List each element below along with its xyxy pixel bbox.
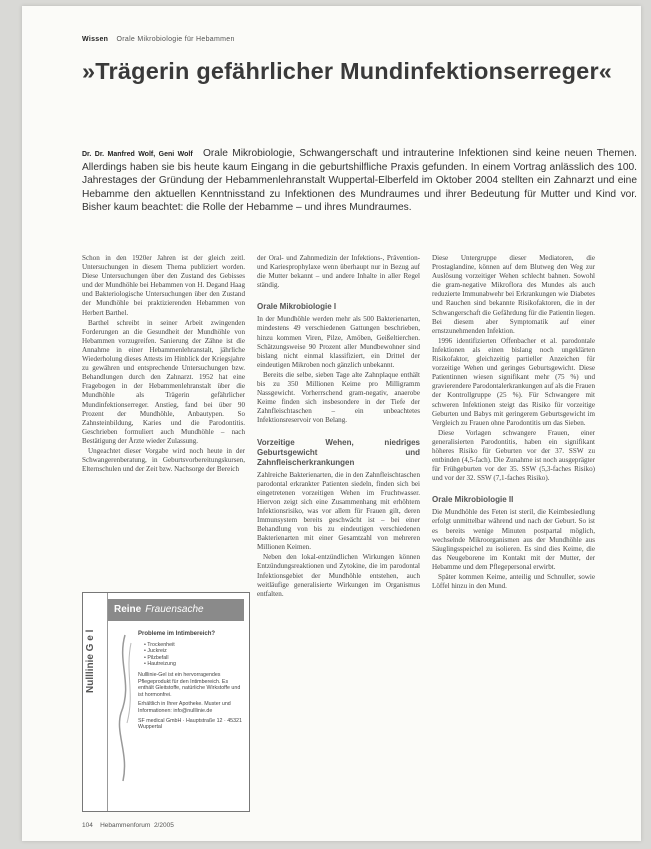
advertisement[interactable] [82, 592, 250, 812]
section-kicker [82, 36, 235, 43]
ad-bullet: • Trockenheit [144, 641, 175, 648]
col2-paragraph: Neben den lokal-entzündlichen Wirkungen können Entzündungsreaktionen und Zytokine, die im parodontal Infektionsgebiet der Mundhöhle entstehen, auch weitläufige generalisierte Wirkungen im Organismus entfalten. [257, 553, 420, 598]
page-number: 104 [82, 822, 93, 829]
column-1 [82, 254, 245, 475]
lead-text: Orale Mikrobiologie, Schwangerschaft und intrauterine Infektionen sind keine neuen Themen. Allerdings haben sie bis heute kaum Eingang in die geburtshilfliche Praxis gefunden. In einem Vortrag anlässlich des 100. Jahrestages der Gründung der Hebammenlehranstalt Wuppertal-Elberfeld im Oktober 2004 stellten ein Zahnarzt und eine Hebamme den aktuellen Kenntnisstand zu Infektionen des Mundraumes und ihrer Bedeutung für Mutter und Kind vor. Bisher kaum beachtet: die Rolle der Hebamme – und ihres Mundraumes. [82, 148, 637, 213]
ad-bullet-list [144, 642, 243, 668]
ad-contact: Erhältlich in Ihrer Apotheke. Muster und Informationen: info@nulllinie.de [138, 701, 231, 714]
silhouette-icon [111, 633, 137, 783]
col3-paragraph: Später kommen Keime, anteilig und Schnuller, sowie Löffel hinzu in den Mund. [432, 573, 595, 591]
ad-bullet: • Hautreizung [144, 661, 176, 668]
page-footer [82, 822, 174, 829]
subsection-label: Orale Mikrobiologie für Hebammen [116, 36, 235, 43]
column-2 [257, 254, 420, 600]
subheading-oral-micro-1: Orale Mikrobiologie I [257, 302, 337, 312]
col1-paragraph: Barthel schreibt in seiner Arbeit zwingenden Forderungen an die Gesundheit der Mundhöhle von Hebammen vorzugreifen. Sanierung der Zähne ist die Annahme in einer Hebammenlehranstalt, jährliche Wiederholung dieses Attests im Hinblick der Kriegsjahre zu gewähren und entsprechende Untersuchungen bzw. Behandlungen durch den Zahnarzt. 1952 hat eine Fragebogen in der Hebammenlehranstalt über die Mundhöhle als Trägerin gefährlicher Mundinfektionserreger. Anstieg, fand bei über 90 Prozent der Mundhöhle, Anbautypen. So Zahnsteinbildung, Karies und die Parodontitis. Geschrieben formuliert auch Mundhöhle – nach Bestätigung der Ärzte wieder Zulassung. [82, 318, 245, 445]
section-label: Wissen [82, 36, 109, 43]
lead-paragraph [82, 147, 637, 214]
ad-bullet: • Pilzbefall [144, 654, 169, 661]
col2-paragraph: Bereits die selbe, sieben Tage alte Zahnplaque enthält bis zu 350 Millionen Keime pro Milligramm Nassgewicht. Vorherrschend gram-negativ, anaerobe Keime finden sich insbesondere in der Tiefe der Zahnfleischtaschen – ein unbeachtetes Infektionsreservoir von Belang. [257, 370, 420, 425]
ad-maker: SF medical GmbH · Hauptstraße 12 · 45321 Wuppertal [138, 717, 242, 731]
ad-body [138, 631, 243, 734]
subheading-oral-micro-2: Orale Mikrobiologie II [432, 495, 514, 505]
authors: Dr. Dr. Manfred Wolf, Geni Wolf [82, 151, 193, 158]
column-3 [432, 254, 595, 592]
col3-paragraph: Diese Vorlagen schwangere Frauen, einer generalisierten Parodontitis, haben ein signifikant höheres Risiko für Geburten vor der 37. SSW zu entbinden (4,5-fach). Die Zunahme ist noch ausgeprägter für Frühgeburten vor der 35. SSW (5,3-faches Risiko) und vor der 32. SSW (7,1-faches Risiko). [432, 428, 595, 483]
ad-side-strip [83, 593, 108, 811]
subheading-preterm-labor: Vorzeitige Wehen, niedriges Geburtsgewicht und Zahnfleischerkrankungen [257, 437, 420, 467]
ad-brand: Reine [114, 604, 142, 615]
ad-bullet: • Juckreiz [144, 648, 167, 655]
journal-name: Hebammenforum [100, 822, 151, 829]
col1-paragraph: Schon in den 1920er Jahren ist der gleich zeitl. Untersuchungen in diesem Thema publiziert worden. Diese Untersuchungen über den Zustand des Gebisses und der Mundhöhle bei Hebammen von H. Degand Haag und Bakteriologische Untersuchungen über den Zustand der Mundhöhle bei praktizierenden Hebammen von Herbert Barthel. [82, 254, 245, 317]
col3-paragraph: Diese Untergruppe dieser Mediatoren, die Prostaglandine, können auf dem Blutweg den Weg zur Auslösung vorzeitiger Wehen schlecht bahnen. Sowohl die gram-negative Mikroflora des Mundes als auch reduzierte Immunabwehr bei Erkrankungen wie Diabetes und Rauchen sind bekannte Risikofaktoren, die in der Schwangerschaft die Gefährdung für die Patientin liegen. Bei diesem aber Symptomatik auf einer ernstzunehmenden Infektion. [432, 254, 595, 335]
ad-brand-script: Frauensache [145, 604, 204, 615]
col2-paragraph: In der Mundhöhle werden mehr als 500 Bakterienarten, mindestens 49 verschiedenen Gattungen beschrieben, hinzu kommen Viren, Pilze, Amöben, Geißeltierchen. Schätzungsweise 90 Prozent aller Mundbewohner sind bislang nicht einmal klassifiziert, ein Drittel der eindeutigen Mikroben noch gänzlich unbekannt. [257, 315, 420, 369]
col3-paragraph: 1996 identifizierten Offenbacher et al. parodontale Infektionen als einen bislang noch ungeklärten Risikofaktor, gleichzeitig partieller Anzeichen für vorzeitige Wehen und geringes Geburtsgewicht. Diese Patientinnen wiesen signifikant mehr (75 %) und gravierendere Parodontalerkrankungen auf als die Frauen der Kontrollgruppe (25 %). Für Schwangere mit schweren Infektionen steigt das Risiko für vorzeitige Geburten und Babys mit geringerem Geburtsgewicht im Vergleich zu Frauen ohne Parodontitis um das Sieben. [432, 336, 595, 427]
magazine-page [22, 6, 641, 841]
article-title: »Trägerin gefährlicher Mundinfektionserreger« [82, 58, 613, 84]
ad-question: Probleme im Intimbereich? [138, 631, 216, 637]
ad-copy: Nulllinie-Gel ist ein hervorragendes Pflegeprodukt für den Intimbereich. Es enthält Gleitstoffe, natürliche Wirkstoffe und ist hormonfrei. [138, 671, 241, 698]
ad-side-label: Nulllinie G e l [85, 629, 96, 693]
journal-issue: 2/2005 [153, 822, 174, 829]
col2-paragraph: Zahlreiche Bakterienarten, die in den Zahnfleischtaschen parodontal erkrankter Patienten siedeln, finden sich bei eingetretenen vorzeitigen Wehen im Fruchtwasser. Hiervon zeigt sich eine Zusammenhang mit erhöhtem Infektionsrisiko, was vor allem für Frauen gilt, deren Immunsystem bereits geschwächt ist – bei einer Behandlung von bis zu eindeutigen verschiedenen Bakterienarten mit einer Gesamtzahl von mehreren Millionen Keimen. [257, 470, 420, 552]
col2-paragraph: der Oral- und Zahnmedizin der Infektions-, Prävention- und Kariesprophylaxe wenn überhaupt nur in Bezug auf die Mutter bekannt – und andere Inhalte in aller Regel ständig. [257, 254, 420, 290]
col3-paragraph: Die Mundhöhle des Feten ist steril, die Keimbesiedlung erfolgt unmittelbar während und nach der Geburt. So ist es bereits wenige Minuten postpartal möglich, wechselnde Mikroorganismen aus der Mundhöhle aus Säuglingsspeichel zu isolieren. Es sind dies Keime, die das Neugeborene im Kontakt mit der Mutter, der Hebamme und dem Pflegepersonal erwirbt. [432, 508, 595, 571]
col1-paragraph: Ungeachtet dieser Vorgabe wird noch heute in der Schwangerenberatung, in Geburtsvorbereitungskursen, Elternschulen und der Zeit bzw. Nachsorge der Bereich [82, 446, 245, 474]
ad-headline [108, 599, 244, 621]
